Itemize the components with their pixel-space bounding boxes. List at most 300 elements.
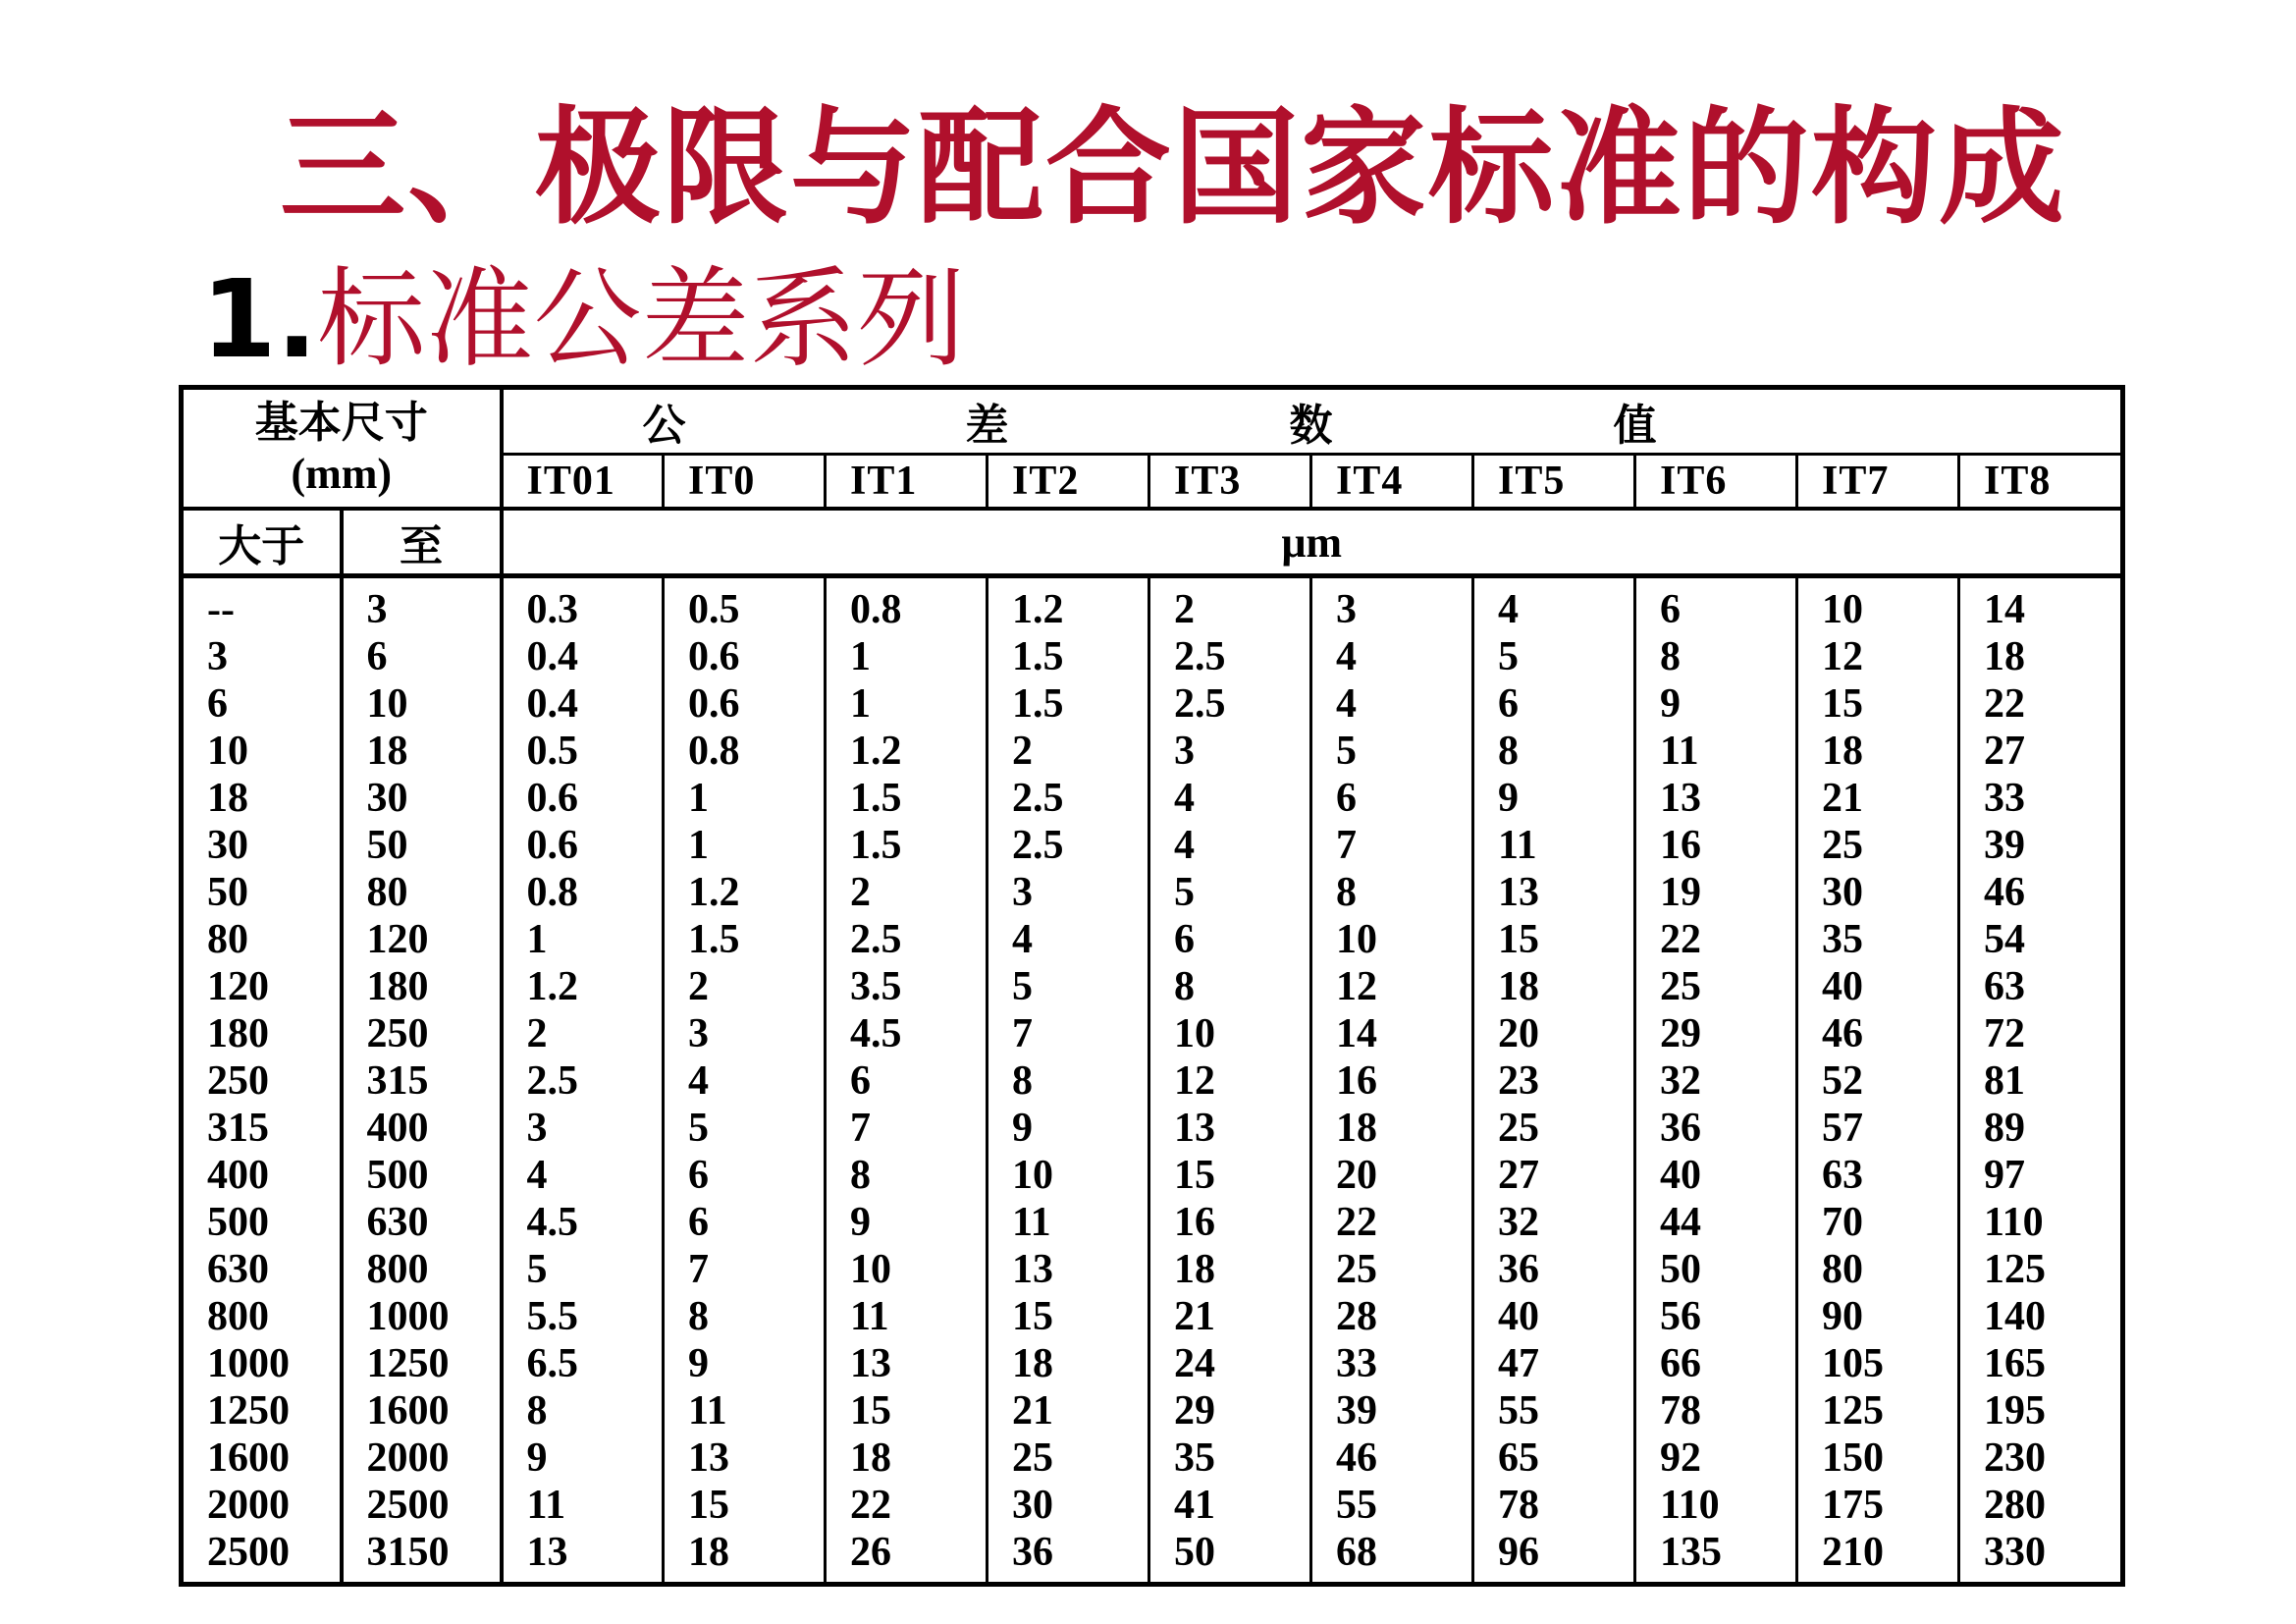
size-to-cell: 3 bbox=[342, 576, 502, 634]
tolerance-value-cell: 8 bbox=[1149, 963, 1311, 1010]
to-header: 至 bbox=[342, 509, 502, 576]
table-row bbox=[182, 680, 2123, 728]
tolerance-value-cell: 13 bbox=[502, 1529, 664, 1585]
tolerance-value-cell: 29 bbox=[1635, 1010, 1797, 1057]
tolerance-value-cell: 9 bbox=[1635, 680, 1797, 728]
size-from-cell: 30 bbox=[207, 823, 248, 868]
tolerance-value-cell: 6 bbox=[826, 1057, 988, 1105]
table-row bbox=[182, 633, 2123, 680]
tolerance-value-cell: 105 bbox=[1797, 1340, 1959, 1387]
tolerance-value-cell: 13 bbox=[988, 1246, 1149, 1293]
tolerance-value-cell: 96 bbox=[1473, 1529, 1635, 1585]
tolerance-value-cell: 4.5 bbox=[502, 1199, 664, 1246]
tolerance-value-cell: 13 bbox=[1149, 1105, 1311, 1152]
tolerance-value-cell: 0.4 bbox=[502, 633, 664, 680]
tolerance-value-cell: 29 bbox=[1149, 1387, 1311, 1435]
tolerance-value-cell: 8 bbox=[1635, 633, 1797, 680]
tolerance-value-cell: 4 bbox=[1149, 822, 1311, 869]
tolerance-value-cell: 30 bbox=[1797, 869, 1959, 916]
tolerance-value-cell: 4 bbox=[502, 1152, 664, 1199]
tolerance-value-cell: 6 bbox=[1473, 680, 1635, 728]
size-from-cell: 2000 bbox=[207, 1483, 290, 1528]
size-to-cell: 250 bbox=[342, 1010, 502, 1057]
tolerance-value-cell: 11 bbox=[1473, 822, 1635, 869]
tolerance-value-cell: 18 bbox=[1149, 1246, 1311, 1293]
tolerance-value-cell: 2 bbox=[1149, 576, 1311, 634]
tolerance-value-cell: 25 bbox=[988, 1435, 1149, 1482]
size-header-label: 基本尺寸 bbox=[254, 398, 428, 447]
tolerance-value-cell: 0.4 bbox=[502, 680, 664, 728]
tolerance-value-cell: 35 bbox=[1149, 1435, 1311, 1482]
tolerance-value-cell: 56 bbox=[1635, 1293, 1797, 1340]
tolerance-value-cell: 97 bbox=[1959, 1152, 2123, 1199]
tolerance-value-cell: 36 bbox=[988, 1529, 1149, 1585]
tolerance-value-cell: 280 bbox=[1959, 1482, 2123, 1529]
size-from-cell: 1600 bbox=[207, 1435, 290, 1481]
tolerance-value-cell: 12 bbox=[1797, 633, 1959, 680]
tolerance-value-cell: 1.5 bbox=[664, 916, 826, 963]
tolerance-value-cell: 26 bbox=[826, 1529, 988, 1585]
tolerance-value-cell: 32 bbox=[1473, 1199, 1635, 1246]
tolerance-value-cell: 0.6 bbox=[502, 775, 664, 822]
tolerance-value-cell: 140 bbox=[1959, 1293, 2123, 1340]
tolerance-value-cell: 6 bbox=[1311, 775, 1473, 822]
grade-header-it01: IT01 bbox=[502, 455, 664, 510]
tolerance-value-cell: 2.5 bbox=[1149, 680, 1311, 728]
tolerance-value-cell: 15 bbox=[1797, 680, 1959, 728]
tolerance-value-cell: 1.5 bbox=[988, 633, 1149, 680]
tolerance-value-cell: 0.5 bbox=[502, 728, 664, 775]
size-to-cell: 180 bbox=[342, 963, 502, 1010]
tolerance-value-cell: 18 bbox=[1311, 1105, 1473, 1152]
tolerance-value-cell: 5.5 bbox=[502, 1293, 664, 1340]
tolerance-value-cell: 195 bbox=[1959, 1387, 2123, 1435]
tolerance-value-cell: 28 bbox=[1311, 1293, 1473, 1340]
tolerance-value-cell: 0.3 bbox=[502, 576, 664, 634]
tolerance-value-cell: 33 bbox=[1959, 775, 2123, 822]
tolerance-value-cell: 4 bbox=[1149, 775, 1311, 822]
tolerance-value-cell: 2.5 bbox=[1149, 633, 1311, 680]
tolerance-value-cell: 72 bbox=[1959, 1010, 2123, 1057]
tolerance-value-cell: 92 bbox=[1635, 1435, 1797, 1482]
tolerance-value-cell: 18 bbox=[664, 1529, 826, 1585]
tolerance-value-cell: 22 bbox=[1635, 916, 1797, 963]
tolerance-value-cell: 21 bbox=[988, 1387, 1149, 1435]
tolerance-value-cell: 1.2 bbox=[502, 963, 664, 1010]
grade-header-it2: IT2 bbox=[988, 455, 1149, 510]
table-row bbox=[182, 822, 2123, 869]
size-from-cell: 500 bbox=[207, 1200, 269, 1245]
grade-header-it7: IT7 bbox=[1797, 455, 1959, 510]
tolerance-value-cell: 10 bbox=[1149, 1010, 1311, 1057]
table-row bbox=[182, 1293, 2123, 1340]
tolerance-value-cell: 18 bbox=[1473, 963, 1635, 1010]
tolerance-value-cell: 22 bbox=[1959, 680, 2123, 728]
tolerance-value-cell: 24 bbox=[1149, 1340, 1311, 1387]
size-to-cell: 315 bbox=[342, 1057, 502, 1105]
tolerance-value-cell: 25 bbox=[1473, 1105, 1635, 1152]
tolerance-value-cell: 1 bbox=[826, 633, 988, 680]
tolerance-value-cell: 1 bbox=[502, 916, 664, 963]
tolerance-value-cell: 135 bbox=[1635, 1529, 1797, 1585]
size-from-cell: 1000 bbox=[207, 1341, 290, 1386]
tolerance-value-cell: 3 bbox=[988, 869, 1149, 916]
tolerance-value-cell: 4 bbox=[1311, 633, 1473, 680]
tolerance-value-cell: 35 bbox=[1797, 916, 1959, 963]
tolerance-value-cell: 10 bbox=[1311, 916, 1473, 963]
tolerance-value-cell: 63 bbox=[1797, 1152, 1959, 1199]
tolerance-value-cell: 25 bbox=[1797, 822, 1959, 869]
tolerance-value-cell: 27 bbox=[1473, 1152, 1635, 1199]
tolerance-table-body bbox=[182, 576, 2123, 1585]
tolerance-value-cell: 15 bbox=[1473, 916, 1635, 963]
tolerance-value-cell: 52 bbox=[1797, 1057, 1959, 1105]
tolerance-value-cell: 11 bbox=[1635, 728, 1797, 775]
tolerance-value-cell: 7 bbox=[826, 1105, 988, 1152]
size-from-cell: 250 bbox=[207, 1058, 269, 1104]
tolerance-value-cell: 0.8 bbox=[826, 576, 988, 634]
tolerance-value-cell: 3 bbox=[1149, 728, 1311, 775]
tolerance-value-cell: 3.5 bbox=[826, 963, 988, 1010]
table-row bbox=[182, 1057, 2123, 1105]
tolerance-value-cell: 18 bbox=[1959, 633, 2123, 680]
tolerance-value-cell: 10 bbox=[826, 1246, 988, 1293]
tolerance-value-cell: 150 bbox=[1797, 1435, 1959, 1482]
tolerance-value-cell: 46 bbox=[1959, 869, 2123, 916]
tolerance-value-cell: 5 bbox=[664, 1105, 826, 1152]
tolerance-value-cell: 18 bbox=[1797, 728, 1959, 775]
value-header-char: 差 bbox=[826, 388, 1149, 455]
size-to-cell: 2500 bbox=[342, 1482, 502, 1529]
tolerance-value-cell: 18 bbox=[988, 1340, 1149, 1387]
section-title: 标准公差系列 bbox=[317, 256, 966, 382]
tolerance-value-cell: 2.5 bbox=[988, 822, 1149, 869]
tolerance-value-cell: 4 bbox=[1311, 680, 1473, 728]
size-to-cell: 10 bbox=[342, 680, 502, 728]
size-to-cell: 1600 bbox=[342, 1387, 502, 1435]
table-row bbox=[182, 1387, 2123, 1435]
tolerance-value-cell: 0.5 bbox=[664, 576, 826, 634]
table-row bbox=[182, 775, 2123, 822]
tolerance-value-cell: 8 bbox=[664, 1293, 826, 1340]
table-row bbox=[182, 1152, 2123, 1199]
tolerance-value-cell: 2.5 bbox=[502, 1057, 664, 1105]
tolerance-value-cell: 15 bbox=[1149, 1152, 1311, 1199]
tolerance-value-cell: 80 bbox=[1797, 1246, 1959, 1293]
tolerance-value-cell: 33 bbox=[1311, 1340, 1473, 1387]
grade-header-it8: IT8 bbox=[1959, 455, 2123, 510]
tolerance-value-cell: 1.2 bbox=[664, 869, 826, 916]
tolerance-value-cell: 39 bbox=[1311, 1387, 1473, 1435]
table-row bbox=[182, 1435, 2123, 1482]
tolerance-value-cell: 11 bbox=[502, 1482, 664, 1529]
tolerance-value-cell: 4 bbox=[664, 1057, 826, 1105]
size-from-cell: 1250 bbox=[207, 1388, 290, 1434]
tolerance-value-cell: 7 bbox=[1311, 822, 1473, 869]
tolerance-value-cell: 13 bbox=[1473, 869, 1635, 916]
tolerance-value-cell: 5 bbox=[502, 1246, 664, 1293]
grade-header-it1: IT1 bbox=[826, 455, 988, 510]
tolerance-value-cell: 11 bbox=[826, 1293, 988, 1340]
tolerance-value-cell: 4 bbox=[988, 916, 1149, 963]
tolerance-value-cell: 6 bbox=[664, 1152, 826, 1199]
tolerance-value-cell: 9 bbox=[664, 1340, 826, 1387]
table-row bbox=[182, 916, 2123, 963]
tolerance-value-cell: 9 bbox=[1473, 775, 1635, 822]
tolerance-value-cell: 3 bbox=[1311, 576, 1473, 634]
page-title: 三、极限与配合国家标准的构成 bbox=[280, 95, 2067, 242]
tolerance-value-cell: 63 bbox=[1959, 963, 2123, 1010]
tolerance-value-cell: 18 bbox=[826, 1435, 988, 1482]
tolerance-value-cell: 0.8 bbox=[502, 869, 664, 916]
tolerance-value-cell: 55 bbox=[1473, 1387, 1635, 1435]
table-row bbox=[182, 1246, 2123, 1293]
tolerance-value-cell: 25 bbox=[1311, 1246, 1473, 1293]
tolerance-value-cell: 81 bbox=[1959, 1057, 2123, 1105]
tolerance-value-cell: 15 bbox=[826, 1387, 988, 1435]
tolerance-value-cell: 41 bbox=[1149, 1482, 1311, 1529]
table-row bbox=[182, 869, 2123, 916]
size-from-cell: 400 bbox=[207, 1153, 269, 1198]
tolerance-value-cell: 1 bbox=[664, 775, 826, 822]
size-to-cell: 50 bbox=[342, 822, 502, 869]
size-from-cell: 315 bbox=[207, 1106, 269, 1151]
tolerance-value-cell: 46 bbox=[1797, 1010, 1959, 1057]
tolerance-value-cell: 36 bbox=[1635, 1105, 1797, 1152]
tolerance-table bbox=[179, 385, 2125, 1587]
size-from-cell: 800 bbox=[207, 1294, 269, 1339]
size-to-cell: 400 bbox=[342, 1105, 502, 1152]
tolerance-value-cell: 6 bbox=[664, 1199, 826, 1246]
tolerance-value-cell: 30 bbox=[988, 1482, 1149, 1529]
tolerance-value-cell: 8 bbox=[1473, 728, 1635, 775]
size-to-cell: 3150 bbox=[342, 1529, 502, 1585]
tolerance-value-cell: 7 bbox=[988, 1010, 1149, 1057]
tolerance-value-cell: 2 bbox=[988, 728, 1149, 775]
tolerance-value-cell: 0.8 bbox=[664, 728, 826, 775]
tolerance-value-cell: 90 bbox=[1797, 1293, 1959, 1340]
tolerance-value-cell: 6 bbox=[1635, 576, 1797, 634]
tolerance-value-cell: 13 bbox=[1635, 775, 1797, 822]
tolerance-value-cell: 70 bbox=[1797, 1199, 1959, 1246]
size-to-cell: 1000 bbox=[342, 1293, 502, 1340]
tolerance-value-cell: 22 bbox=[1311, 1199, 1473, 1246]
size-from-cell: 10 bbox=[207, 729, 248, 774]
tolerance-value-cell: 16 bbox=[1149, 1199, 1311, 1246]
size-to-cell: 500 bbox=[342, 1152, 502, 1199]
tolerance-value-cell: 1.5 bbox=[988, 680, 1149, 728]
size-from-cell: 18 bbox=[207, 776, 248, 821]
value-header-char: 数 bbox=[1149, 388, 1473, 455]
tolerance-value-cell: 6 bbox=[1149, 916, 1311, 963]
tolerance-value-cell: 5 bbox=[1473, 633, 1635, 680]
tolerance-value-cell: 8 bbox=[988, 1057, 1149, 1105]
value-header-spacer bbox=[1797, 388, 2123, 455]
tolerance-value-cell: 89 bbox=[1959, 1105, 2123, 1152]
size-from-cell: 120 bbox=[207, 964, 269, 1009]
tolerance-value-cell: 230 bbox=[1959, 1435, 2123, 1482]
size-to-cell: 2000 bbox=[342, 1435, 502, 1482]
tolerance-value-cell: 15 bbox=[664, 1482, 826, 1529]
table-row bbox=[182, 1199, 2123, 1246]
from-header: 大于 bbox=[182, 509, 342, 576]
tolerance-value-cell: 7 bbox=[664, 1246, 826, 1293]
tolerance-value-cell: 165 bbox=[1959, 1340, 2123, 1387]
section-number: 1. bbox=[201, 256, 318, 382]
tolerance-value-cell: 6.5 bbox=[502, 1340, 664, 1387]
tolerance-value-cell: 3 bbox=[664, 1010, 826, 1057]
tolerance-value-cell: 9 bbox=[988, 1105, 1149, 1152]
size-from-cell: 630 bbox=[207, 1247, 269, 1292]
tolerance-value-cell: 40 bbox=[1797, 963, 1959, 1010]
tolerance-value-cell: 13 bbox=[826, 1340, 988, 1387]
table-row bbox=[182, 1529, 2123, 1585]
tolerance-value-cell: 12 bbox=[1149, 1057, 1311, 1105]
tolerance-value-cell: 5 bbox=[1149, 869, 1311, 916]
tolerance-value-cell: 36 bbox=[1473, 1246, 1635, 1293]
tolerance-value-cell: 110 bbox=[1959, 1199, 2123, 1246]
tolerance-value-cell: 13 bbox=[664, 1435, 826, 1482]
tolerance-value-cell: 9 bbox=[826, 1199, 988, 1246]
tolerance-value-cell: 39 bbox=[1959, 822, 2123, 869]
tolerance-value-cell: 23 bbox=[1473, 1057, 1635, 1105]
tolerance-value-cell: 20 bbox=[1311, 1152, 1473, 1199]
grade-header-it6: IT6 bbox=[1635, 455, 1797, 510]
tolerance-value-cell: 5 bbox=[988, 963, 1149, 1010]
tolerance-value-cell: 8 bbox=[1311, 869, 1473, 916]
tolerance-value-cell: 2 bbox=[502, 1010, 664, 1057]
size-to-cell: 6 bbox=[342, 633, 502, 680]
tolerance-value-cell: 0.6 bbox=[502, 822, 664, 869]
size-from-cell: 180 bbox=[207, 1011, 269, 1056]
tolerance-value-cell: 44 bbox=[1635, 1199, 1797, 1246]
tolerance-value-cell: 4 bbox=[1473, 576, 1635, 634]
value-header-char: 值 bbox=[1473, 388, 1797, 455]
value-header-char: 公 bbox=[502, 388, 826, 455]
table-row bbox=[182, 1010, 2123, 1057]
tolerance-value-cell: 55 bbox=[1311, 1482, 1473, 1529]
tolerance-value-cell: 2.5 bbox=[826, 916, 988, 963]
tolerance-value-cell: 4.5 bbox=[826, 1010, 988, 1057]
size-to-cell: 1250 bbox=[342, 1340, 502, 1387]
tolerance-value-cell: 11 bbox=[988, 1199, 1149, 1246]
tolerance-value-cell: 1.2 bbox=[988, 576, 1149, 634]
tolerance-value-cell: 50 bbox=[1635, 1246, 1797, 1293]
tolerance-value-cell: 15 bbox=[988, 1293, 1149, 1340]
tolerance-value-cell: 57 bbox=[1797, 1105, 1959, 1152]
size-from-cell: 3 bbox=[207, 634, 228, 679]
tolerance-value-cell: 110 bbox=[1635, 1482, 1797, 1529]
tolerance-value-cell: 14 bbox=[1959, 576, 2123, 634]
tolerance-value-cell: 125 bbox=[1797, 1387, 1959, 1435]
size-to-cell: 800 bbox=[342, 1246, 502, 1293]
tolerance-value-cell: 54 bbox=[1959, 916, 2123, 963]
tolerance-value-cell: 14 bbox=[1311, 1010, 1473, 1057]
tolerance-value-cell: 125 bbox=[1959, 1246, 2123, 1293]
size-to-cell: 80 bbox=[342, 869, 502, 916]
table-row bbox=[182, 728, 2123, 775]
tolerance-value-cell: 66 bbox=[1635, 1340, 1797, 1387]
grade-header-it4: IT4 bbox=[1311, 455, 1473, 510]
size-header bbox=[182, 388, 502, 510]
tolerance-value-cell: 20 bbox=[1473, 1010, 1635, 1057]
tolerance-value-cell: 65 bbox=[1473, 1435, 1635, 1482]
size-from-cell: 2500 bbox=[207, 1530, 290, 1575]
size-from-cell: 50 bbox=[207, 870, 248, 915]
tolerance-value-cell: 0.6 bbox=[664, 633, 826, 680]
tolerance-value-cell: 8 bbox=[826, 1152, 988, 1199]
tolerance-value-cell: 46 bbox=[1311, 1435, 1473, 1482]
size-from-cell: 80 bbox=[207, 917, 248, 962]
tolerance-value-cell: 40 bbox=[1473, 1293, 1635, 1340]
tolerance-value-cell: 78 bbox=[1635, 1387, 1797, 1435]
tolerance-value-cell: 330 bbox=[1959, 1529, 2123, 1585]
table-row bbox=[182, 1105, 2123, 1152]
size-to-cell: 120 bbox=[342, 916, 502, 963]
tolerance-value-cell: 50 bbox=[1149, 1529, 1311, 1585]
size-to-cell: 30 bbox=[342, 775, 502, 822]
grade-header-it0: IT0 bbox=[664, 455, 826, 510]
table-row bbox=[182, 576, 2123, 634]
grade-header-it5: IT5 bbox=[1473, 455, 1635, 510]
tolerance-value-cell: 2 bbox=[826, 869, 988, 916]
table-row bbox=[182, 963, 2123, 1010]
tolerance-value-cell: 68 bbox=[1311, 1529, 1473, 1585]
tolerance-value-cell: 1 bbox=[664, 822, 826, 869]
tolerance-value-cell: 21 bbox=[1149, 1293, 1311, 1340]
tolerance-value-cell: 16 bbox=[1635, 822, 1797, 869]
size-header-unit: (mm) bbox=[291, 449, 393, 498]
tolerance-value-cell: 16 bbox=[1311, 1057, 1473, 1105]
tolerance-value-cell: 12 bbox=[1311, 963, 1473, 1010]
size-from-cell: 6 bbox=[207, 681, 228, 727]
table-row bbox=[182, 1482, 2123, 1529]
size-to-cell: 18 bbox=[342, 728, 502, 775]
tolerance-value-cell: 2.5 bbox=[988, 775, 1149, 822]
tolerance-value-cell: 47 bbox=[1473, 1340, 1635, 1387]
table-row bbox=[182, 1340, 2123, 1387]
tolerance-value-cell: 11 bbox=[664, 1387, 826, 1435]
tolerance-value-cell: 21 bbox=[1797, 775, 1959, 822]
tolerance-value-cell: 5 bbox=[1311, 728, 1473, 775]
tolerance-value-cell: 27 bbox=[1959, 728, 2123, 775]
tolerance-value-cell: 1 bbox=[826, 680, 988, 728]
tolerance-value-cell: 8 bbox=[502, 1387, 664, 1435]
tolerance-value-cell: 1.2 bbox=[826, 728, 988, 775]
tolerance-value-cell: 9 bbox=[502, 1435, 664, 1482]
tolerance-value-cell: 22 bbox=[826, 1482, 988, 1529]
tolerance-value-cell: 210 bbox=[1797, 1529, 1959, 1585]
tolerance-value-cell: 78 bbox=[1473, 1482, 1635, 1529]
tolerance-value-cell: 10 bbox=[988, 1152, 1149, 1199]
tolerance-value-cell: 2 bbox=[664, 963, 826, 1010]
tolerance-value-cell: 175 bbox=[1797, 1482, 1959, 1529]
tolerance-value-cell: 10 bbox=[1797, 576, 1959, 634]
tolerance-value-cell: 1.5 bbox=[826, 822, 988, 869]
tolerance-value-cell: 3 bbox=[502, 1105, 664, 1152]
tolerance-value-cell: 25 bbox=[1635, 963, 1797, 1010]
section-heading bbox=[201, 256, 966, 382]
tolerance-value-cell: 40 bbox=[1635, 1152, 1797, 1199]
tolerance-value-cell: 1.5 bbox=[826, 775, 988, 822]
unit-header: μm bbox=[502, 509, 2123, 576]
size-to-cell: 630 bbox=[342, 1199, 502, 1246]
size-from-cell: -- bbox=[207, 587, 235, 632]
tolerance-value-cell: 32 bbox=[1635, 1057, 1797, 1105]
tolerance-value-cell: 19 bbox=[1635, 869, 1797, 916]
grade-header-it3: IT3 bbox=[1149, 455, 1311, 510]
tolerance-value-cell: 0.6 bbox=[664, 680, 826, 728]
